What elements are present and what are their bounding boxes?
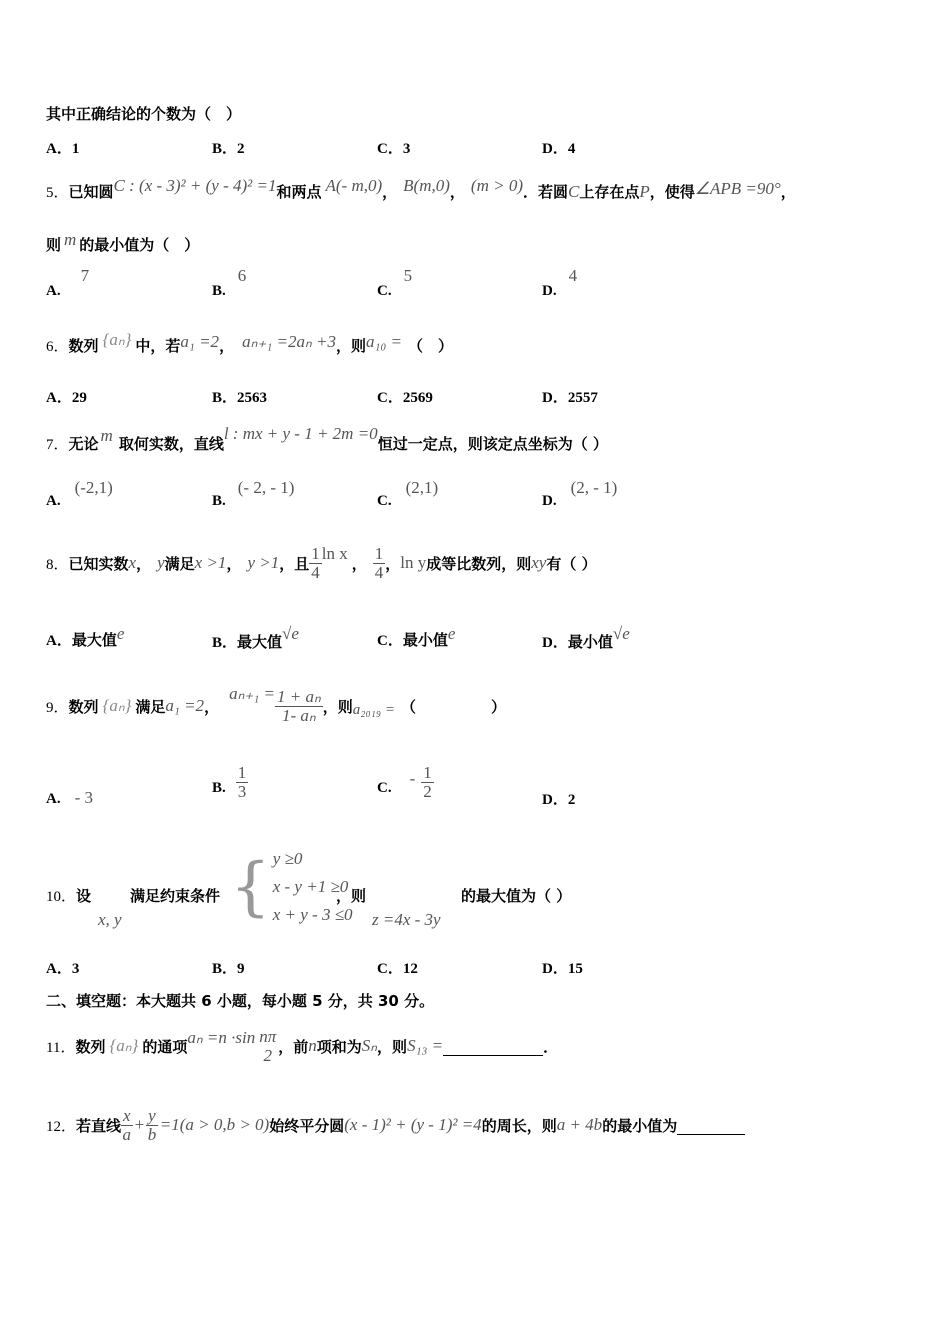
q10-number: 10． (46, 889, 77, 905)
q12-expression: a + 4b (556, 1115, 603, 1134)
q6-option-c[interactable]: C．2569 (377, 390, 433, 406)
q10-option-a[interactable]: A．3 (46, 961, 80, 977)
q6-recurrence: aₙ₊₁ =2aₙ +3 (242, 332, 336, 351)
q6-stem: 6．数列 {aₙ} 中，若a₁ =2， aₙ₊₁ =2aₙ +3，则a₁₀ = （ ） (46, 330, 454, 355)
q5-stem: 5．已知圆C : (x - 3)² + (y - 4)² =1和两点 A(- m,0)， B(m,0)， (m > 0)．若圆C上存在点P，使得∠APB =90°， (46, 176, 796, 201)
q9-stem: 9． 数列 {aₙ} 满足 a₁ =2 ， aₙ₊₁ = $\frac{\text{1 + aₙ}}{\text{1- aₙ}}$ ，则 a₂₀₁₉ = （ ） (46, 684, 506, 725)
q6-option-a[interactable]: A．29 (46, 390, 87, 406)
q6-a1: a₁ =2 (180, 332, 220, 351)
q7-option-d[interactable]: D.(2, - 1) (542, 478, 618, 509)
q8-option-b[interactable]: B．最大值√e (212, 624, 299, 651)
q10-stem-text: 10．设 (46, 887, 92, 905)
q5-option-c[interactable]: C.5 (377, 266, 413, 299)
q8-option-a[interactable]: A．最大值e (46, 624, 125, 649)
q10-objective: z =4x - 3y (372, 910, 441, 929)
q7-line-eq: l : mx + y - 1 + 2m =0 (223, 424, 378, 443)
q10-option-d[interactable]: D．15 (542, 961, 583, 977)
q8-number: 8． (46, 556, 69, 573)
q9-option-c[interactable]: C. - $\frac{1}{2}$ (377, 763, 432, 801)
q6-option-d[interactable]: D．2557 (542, 390, 598, 406)
q10-option-b[interactable]: B．9 (212, 961, 245, 977)
q11-number: 11． (46, 1039, 76, 1056)
q12-fraction-y-b: $\frac{y}{b}$ (147, 1105, 157, 1144)
q9-option-b[interactable]: B. $\frac{1}{3}$ (212, 763, 247, 801)
q9-target: a₂₀₁₉ = (352, 701, 395, 718)
q12-number: 12． (46, 1118, 77, 1135)
q11-sequence: {aₙ} (109, 1036, 139, 1055)
q10-constraint-system (230, 845, 353, 929)
q7-number: 7． (46, 437, 69, 453)
left-brace-icon: { (230, 850, 271, 924)
q5-option-b[interactable]: B.6 (212, 266, 247, 299)
q12-line-condition: =1(a > 0,b > 0) (159, 1115, 270, 1134)
q12-stem: 12． 若直线 $\frac{x}{a}$ + $\frac{y}{b}$ =1(a > 0,b > 0) 始终平分圆 (x - 1)² + (y - 1)² =4 的周长，则 a + 4b 的最小值为 (46, 1100, 745, 1150)
q5-number: 5． (46, 185, 69, 201)
q5-angle: ∠APB =90° (694, 179, 781, 198)
q11-stem: 11． 数列 {aₙ} 的通项 aₙ =n ·sin $\frac{n\pi}{2}$ ，前 n 项和为 Sₙ ，则 S₁₃ = ． (46, 1026, 559, 1065)
q11-fraction: $\frac{n\pi}{2}$ (259, 1026, 277, 1065)
q7-option-a[interactable]: A.(-2,1) (46, 478, 113, 509)
q4-stem-tail: 其中正确结论的个数为（ ） (46, 105, 242, 123)
section-heading-fill-in: 二、填空题：本大题共 6 小题，每小题 5 分，共 30 分。 (46, 992, 435, 1010)
q9-lhs: aₙ₊₁ = (229, 684, 275, 703)
q10-constraint: x - y +1 ≥0 (272, 877, 349, 896)
q8-option-d[interactable]: D．最小值√e (542, 624, 630, 651)
q6-number: 6． (46, 339, 69, 355)
q12-circle-eq: (x - 1)² + (y - 1)² =4 (344, 1115, 482, 1134)
q5-option-d[interactable]: D.4 (542, 266, 578, 299)
q5-stem-line2: 则 m 的最小值为（ ） (46, 230, 200, 254)
q9-recurrence-fraction: $\frac{\text{1 + aₙ}}{\text{1- aₙ}}$ (276, 686, 321, 725)
q5-point-a: A(- m,0) (325, 176, 383, 195)
q11-formula: aₙ =n ·sin (187, 1028, 256, 1047)
q11-answer-blank[interactable] (443, 1037, 543, 1056)
q5-option-a[interactable]: A.7 (46, 266, 90, 299)
q6-a10: a₁₀ = (365, 332, 403, 351)
q8-stem: 8． 已知实数 x ， y 满足 x >1 ， y >1 ，且 $\frac{1}{4}$ ln x ， $\frac{1}{4}$ ， ln y 成等比数列，则 xy 有（ ） (46, 543, 597, 582)
q9-sequence: {aₙ} (102, 696, 132, 715)
q9-option-d[interactable]: D．2 (542, 792, 576, 808)
q8-fraction-quarter-2: $\frac{1}{4}$ (374, 543, 384, 582)
q10-constraint: x + y - 3 ≤0 (272, 905, 353, 924)
q5-condition: (m > 0) (470, 176, 523, 195)
q10-constraint: y ≥0 (272, 849, 303, 868)
q6-sequence: {aₙ} (102, 330, 132, 349)
q4-option-a[interactable]: A．1 (46, 141, 80, 157)
q4-option-b[interactable]: B．2 (212, 141, 245, 157)
q7-option-c[interactable]: C.(2,1) (377, 478, 439, 509)
q10-vars: x, y (98, 910, 122, 929)
q8-fraction-quarter: $\frac{1}{4}$ (311, 543, 320, 582)
q8-option-c[interactable]: C．最小值e (377, 624, 456, 649)
q7-stem: 7．无论 m 取何实数，直线l : mx + y - 1 + 2m =0恒过一定点，则该定点坐标为（ ） (46, 424, 608, 453)
q4-option-d[interactable]: D．4 (542, 141, 576, 157)
q9-number: 9． (46, 699, 69, 716)
q4-option-c[interactable]: C．3 (377, 141, 411, 157)
q12-answer-blank[interactable] (677, 1116, 745, 1135)
q5-point-b: B(m,0) (403, 176, 450, 195)
q12-fraction-x-a: $\frac{x}{a}$ (122, 1105, 132, 1144)
q9-option-a[interactable]: A. - 3 (46, 788, 94, 807)
q7-option-b[interactable]: B.(- 2, - 1) (212, 478, 295, 509)
q10-option-c[interactable]: C．12 (377, 961, 418, 977)
q5-circle-eq: C : (x - 3)² + (y - 4)² =1 (113, 176, 277, 195)
q6-option-b[interactable]: B．2563 (212, 390, 268, 406)
